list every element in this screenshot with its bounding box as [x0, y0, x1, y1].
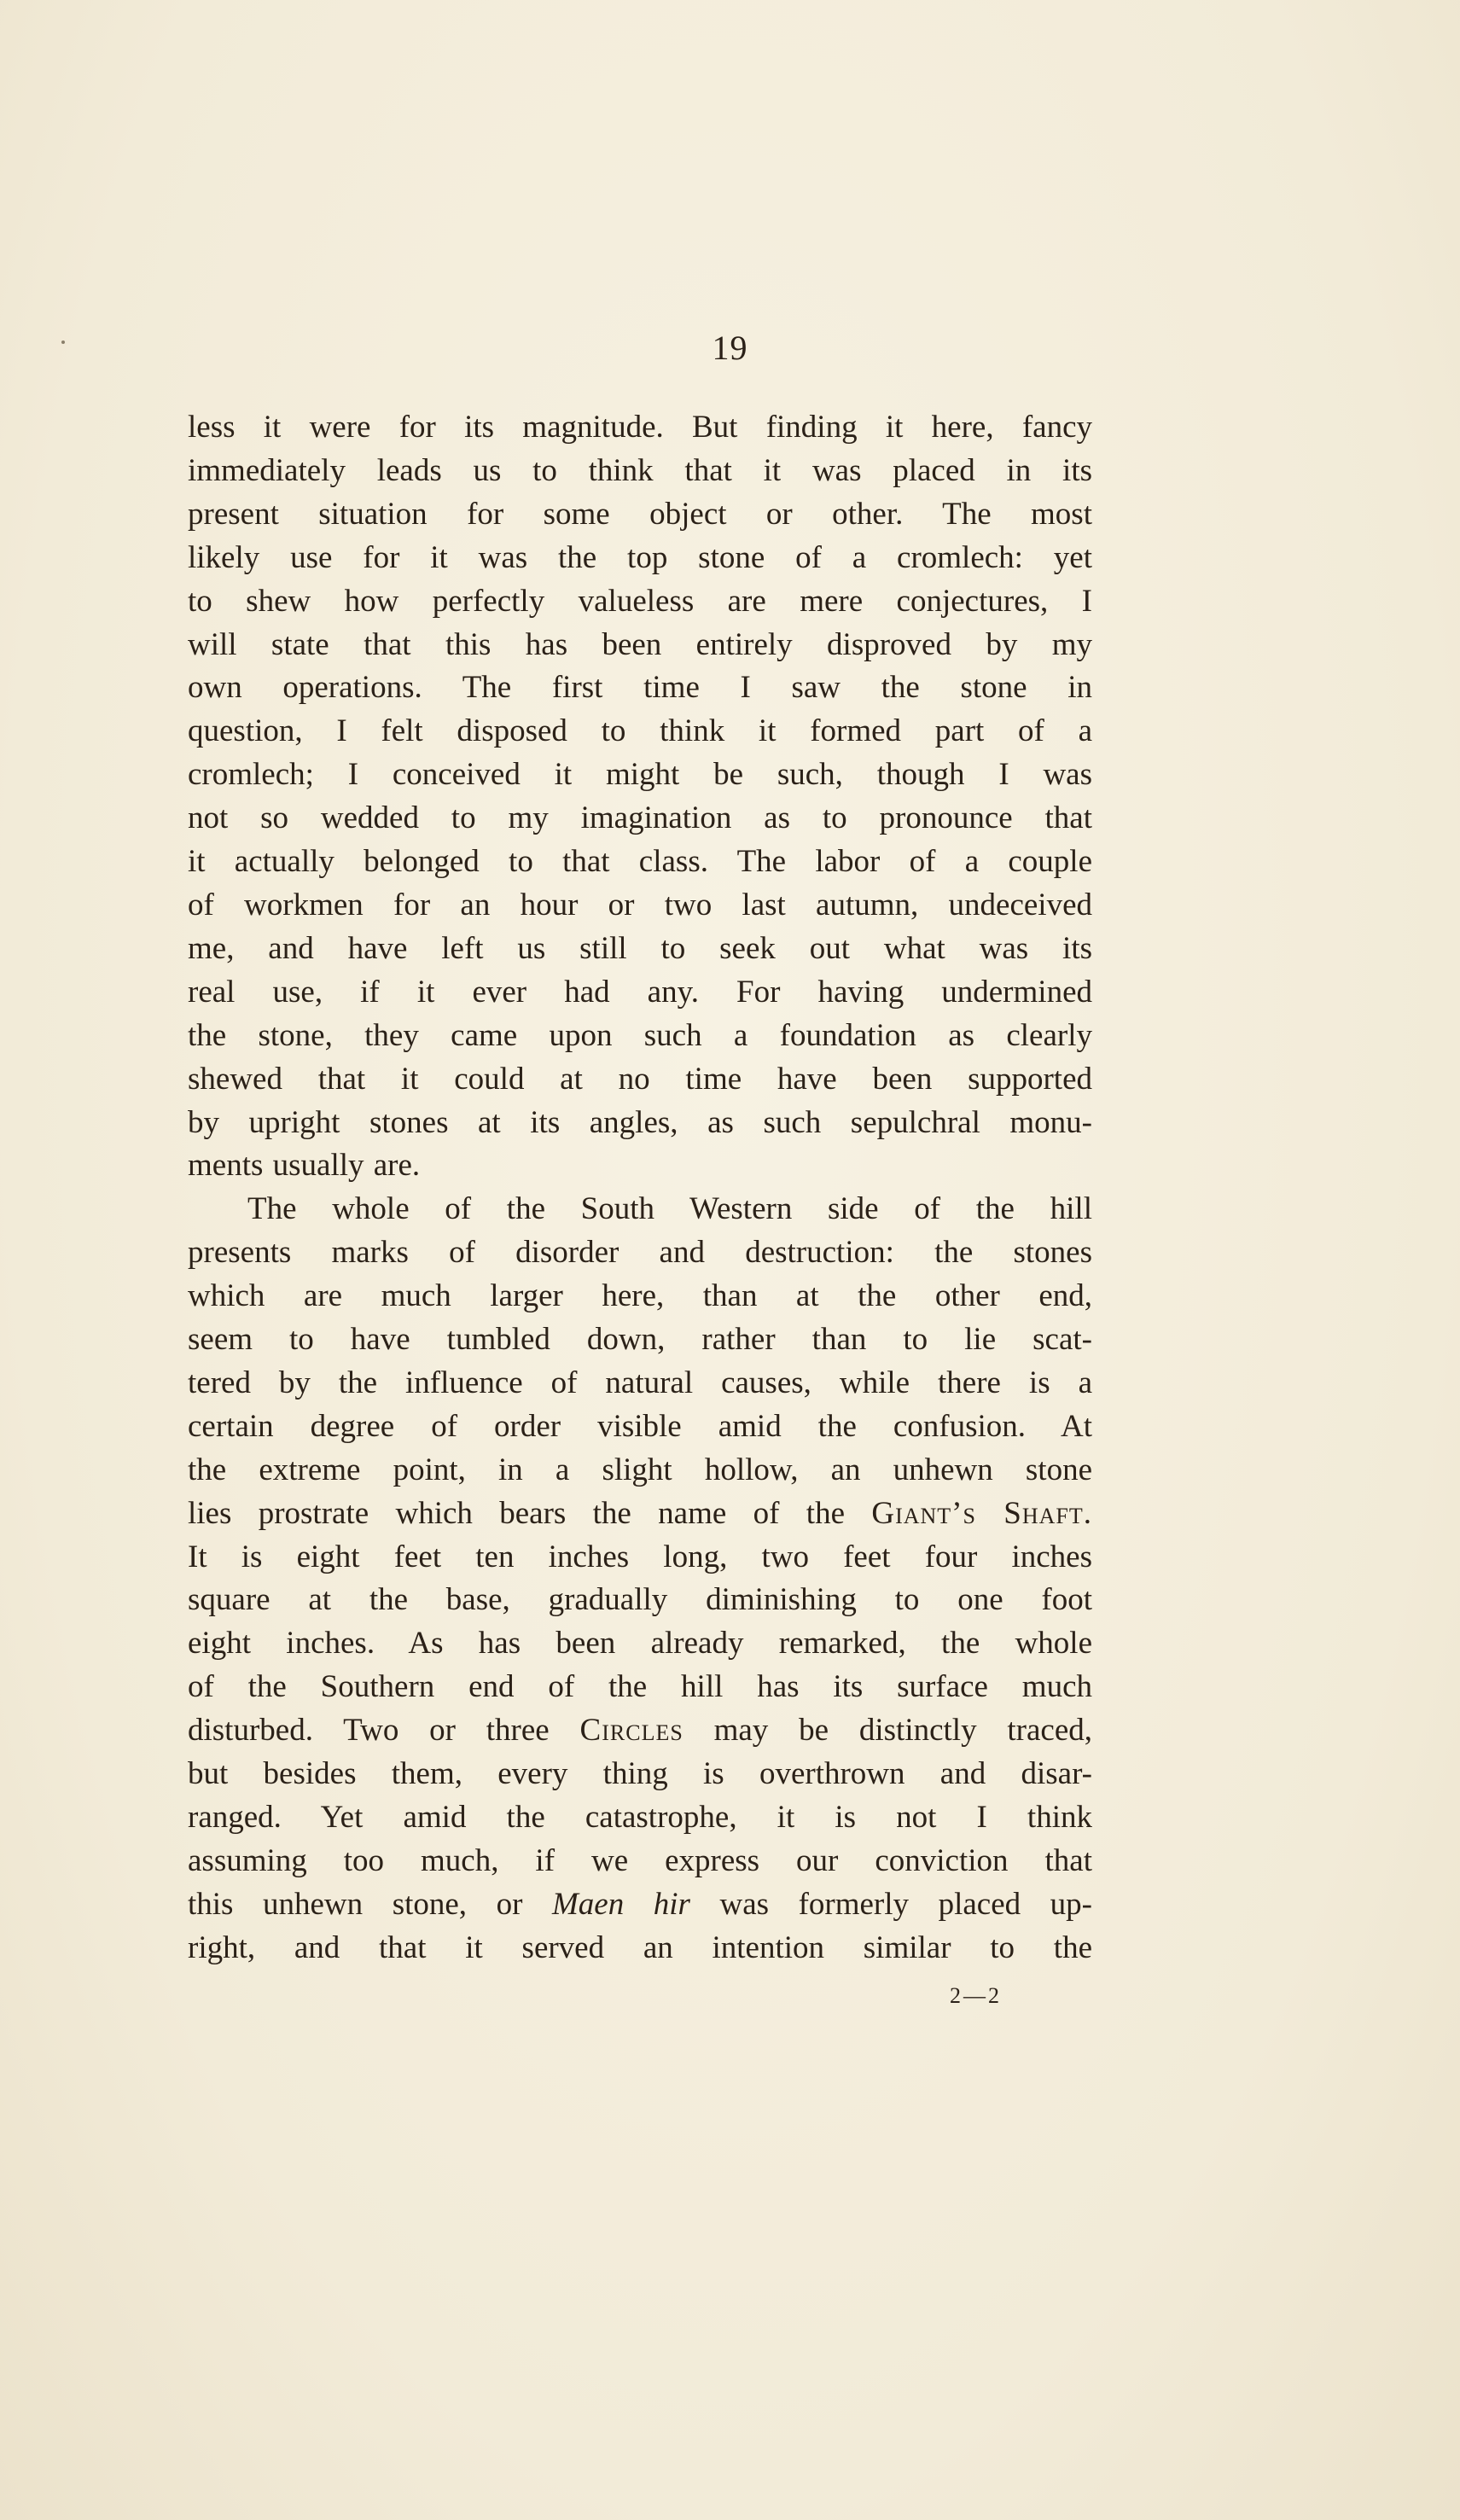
text-line: to shew how perfectly valueless are mere conjectures, I — [188, 583, 1092, 619]
text-line: present situation for some object or other. The most — [188, 496, 1092, 532]
text-line: by upright stones at its angles, as such sepulchral monu- — [188, 1104, 1092, 1140]
text-line: me, and have left us still to seek out what was its — [188, 930, 1092, 966]
text-line: ments usually are. — [188, 1148, 421, 1184]
text-line: will state that this has been entirely disproved by my — [188, 626, 1092, 662]
circles-term: Circles — [579, 1713, 683, 1749]
text-line: the stone, they came upon such a foundation as clearly — [188, 1017, 1092, 1053]
text-line: right, and that it served an intention similar to the — [188, 1929, 1092, 1965]
text-line: ranged. Yet amid the catastrophe, it is not I think — [188, 1800, 1092, 1835]
text-segment: was formerly placed up- — [719, 1886, 1092, 1922]
text-line: eight inches. As has been already remarked, the whole — [188, 1626, 1092, 1662]
body-text — [188, 406, 1092, 1970]
text-line: the extreme point, in a slight hollow, an unhewn stone — [188, 1452, 1092, 1487]
text-line: question, I felt disposed to think it formed part of a — [188, 713, 1092, 749]
text-line: own operations. The first time I saw the stone in — [188, 670, 1092, 706]
text-line — [188, 1883, 1092, 1927]
text-line: real use, if it ever had any. For having undermined — [188, 974, 1092, 1010]
text-line: cromlech; I conceived it might be such, though I was — [188, 757, 1092, 793]
text-line: seem to have tumbled down, rather than to lie scat- — [188, 1322, 1092, 1358]
maen-hir-term: Maen hir — [551, 1886, 690, 1922]
text-line: it actually belonged to that class. The labor of a couple — [188, 844, 1092, 880]
text-line: The whole of the South Western side of the hill — [247, 1191, 1092, 1227]
text-segment: lies prostrate which bears the name of the — [188, 1495, 845, 1531]
text-line: less it were for its magnitude. But finding it here, fancy — [188, 410, 1092, 445]
text-line: certain degree of order visible amid the confusion. At — [188, 1408, 1092, 1444]
page-number: 19 — [712, 329, 748, 367]
text-line — [188, 1709, 1092, 1753]
text-line: assuming too much, if we express our conviction that — [188, 1842, 1092, 1878]
text-line — [188, 1493, 1092, 1536]
text-line: shewed that it could at no time have been supported — [188, 1061, 1092, 1097]
text-line: immediately leads us to think that it was placed in its — [188, 452, 1092, 488]
text-line: likely use for it was the top stone of a cromlech: yet — [188, 539, 1092, 575]
text-line: but besides them, every thing is overthrown and disar- — [188, 1756, 1092, 1792]
text-segment: disturbed. Two or three — [188, 1713, 550, 1749]
text-line: tered by the influence of natural causes, while there is a — [188, 1365, 1092, 1400]
text-line: of workmen for an hour or two last autumn, undeceived — [188, 887, 1092, 922]
text-line: square at the base, gradually diminishing to one foot — [188, 1582, 1092, 1618]
text-line: It is eight feet ten inches long, two feet four inches — [188, 1539, 1092, 1574]
text-line: presents marks of disorder and destruction: the stones — [188, 1235, 1092, 1271]
giants-shaft-term: Giant’s Shaft. — [871, 1495, 1092, 1531]
text-line: which are much larger here, than at the other end, — [188, 1278, 1092, 1314]
text-line: of the Southern end of the hill has its surface much — [188, 1669, 1092, 1705]
text-segment: may be distinctly traced, — [713, 1713, 1093, 1749]
signature-mark: 2—2 — [950, 1983, 1002, 2008]
text-line: not so wedded to my imagination as to pronounce that — [188, 800, 1092, 836]
text-segment: this unhewn stone, or — [188, 1886, 523, 1922]
